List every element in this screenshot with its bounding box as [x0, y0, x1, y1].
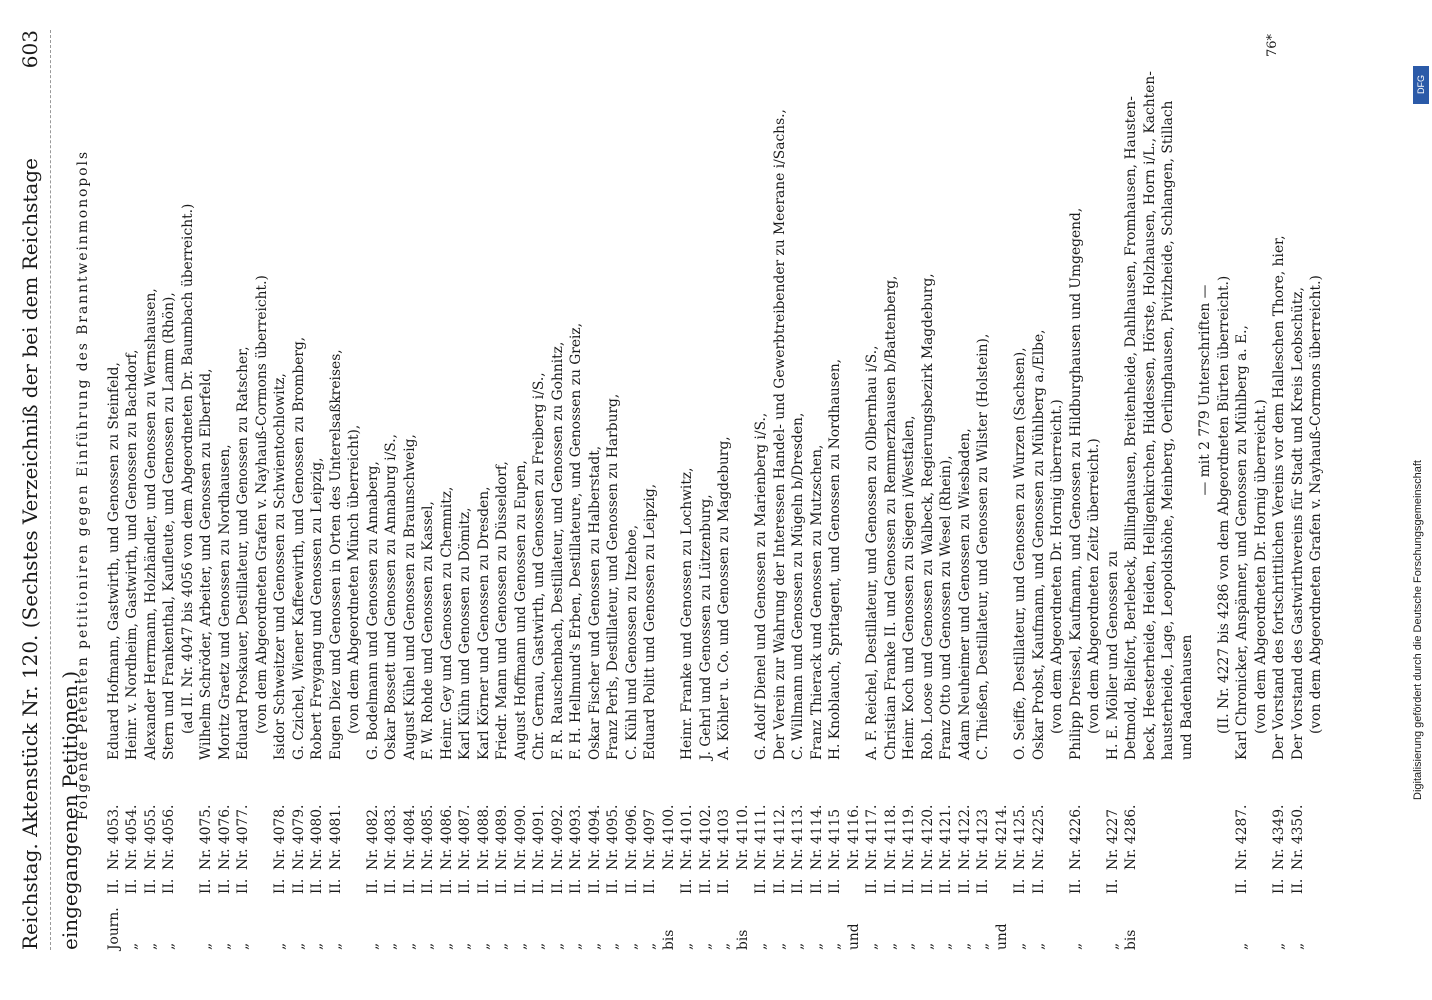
entry-prefix: „ — [494, 942, 510, 950]
entry-prefix: Journ. — [105, 907, 122, 950]
entry-row — [197, 20, 216, 950]
entry-text: Heinr. v. Nordheim, Gastwirth, und Genossen zu Bachdorf, — [124, 349, 140, 760]
entry-text: C. Thießen, Destillateur, und Genossen zu Wilster (Holstein), — [975, 333, 991, 760]
entry-text: A. F. Reichel, Destillateur, und Genossen zu Olbernhau i/S., — [864, 345, 880, 760]
entry-section: II. — [235, 878, 251, 894]
entry-section: II. — [679, 878, 695, 894]
entry-row — [1030, 20, 1049, 950]
entry-row — [974, 20, 993, 950]
entry-section: II. — [938, 878, 954, 894]
entry-text: (von dem Abgeordneten Zeitz überreicht.) — [1086, 438, 1102, 734]
entry-row — [845, 20, 864, 950]
entry-prefix: „ — [716, 942, 732, 950]
entry-section: II. — [623, 878, 640, 894]
entry-section: II. — [956, 878, 973, 894]
entry-number: Nr. 4078. — [272, 804, 288, 870]
entry-text: Franz Otto und Genossen zu Wesel (Rhein), — [938, 455, 954, 760]
entry-row — [678, 20, 697, 950]
entry-section: II. — [1067, 878, 1084, 894]
entry-text: (ad II. Nr. 4047 bis 4056 von dem Abgeordneten Dr. Baumbach überreicht.) — [179, 203, 196, 734]
entry-number: Nr. 4081. — [327, 804, 344, 870]
entry-text: H. Knoblauch, Spritagent, und Genossen zu Nordhausen, — [827, 358, 843, 760]
petition-list — [74, 20, 1326, 950]
entry-text: Alexander Herrmann, Holzhändler, und Genossen zu Wernshausen, — [142, 288, 159, 760]
entry-prefix: „ — [142, 942, 159, 950]
entry-prefix: „ — [124, 942, 140, 950]
entry-section: II. — [290, 878, 307, 894]
entry-section: II. — [124, 878, 140, 894]
entry-text: (von dem Abgeordneten Grafen v. Nayhauß-Cormons überreicht.) — [253, 275, 270, 734]
entry-number: Nr. 4122. — [956, 804, 973, 870]
entry-text: hausterheide, Lage, Leopoldshöhe, Meinberg, Oerlinghausen, Pivitzheide, Schlangen, Stillach — [1160, 100, 1176, 760]
entry-prefix: „ — [605, 942, 621, 950]
entry-text: Heinr. Franke und Genossen zu Lochwitz, — [679, 467, 695, 760]
entry-row — [290, 20, 309, 950]
entry-text: Karl Chronicker, Anspänner, und Genossen zu Mühlberg a. E., — [1234, 325, 1250, 760]
entry-section: II. — [790, 878, 806, 894]
entry-section: II. — [105, 878, 122, 894]
entry-row — [734, 20, 753, 950]
entry-text: Chr. Gernau, Gastwirth, und Genossen zu Freiberg i/S., — [531, 372, 547, 760]
entry-section: II. — [198, 878, 214, 894]
entry-row — [475, 20, 494, 950]
entry-section: II. — [716, 878, 732, 894]
header-title: Reichstag. Aktenstück Nr. 120. (Sechstes Verzeichniß der bei dem Reichstage eingegangenen Petitionen.) — [18, 158, 82, 950]
entry-row — [1067, 20, 1086, 950]
entry-text: Friedr. Mann und Genossen zu Düsseldorf, — [494, 461, 510, 760]
entry-number: Nr. 4350. — [1289, 804, 1306, 870]
signature-mark: 76* — [1265, 34, 1280, 58]
entry-section: II. — [1234, 878, 1250, 894]
entry-number: Nr. 4053. — [105, 804, 122, 870]
entry-section: II. — [882, 878, 899, 894]
page-number: 603 — [18, 30, 42, 69]
entry-number: Nr. 4113. — [790, 804, 806, 870]
entry-text: Adam Neuheimer und Genossen zu Wiesbaden, — [956, 428, 973, 760]
entry-row — [641, 20, 660, 950]
entry-text: Heinr. Koch und Genossen zu Siegen i/Westfalen, — [901, 415, 917, 760]
entry-number: Nr. 4083. — [383, 804, 399, 870]
entry-number: Nr. 4119. — [901, 804, 917, 870]
entry-text: H. E. Möller und Genossen zu — [1104, 550, 1121, 760]
entry-row — [105, 20, 124, 950]
entry-number: Nr. 4087. — [457, 804, 473, 870]
entry-number: Nr. 4101. — [679, 804, 695, 870]
entry-text: C. Kühl und Genossen zu Itzehoe, — [623, 524, 640, 760]
entry-number: Nr. 4092. — [549, 804, 566, 870]
entry-row — [956, 20, 975, 950]
entry-section: II. — [457, 878, 473, 894]
entry-prefix: „ — [438, 942, 455, 950]
entry-row — [1085, 20, 1104, 950]
entry-section: II. — [975, 878, 991, 894]
entry-text: O. Seiffe, Destillateur, und Genossen zu Wurzen (Sachsen), — [1012, 347, 1028, 760]
entry-row — [1104, 20, 1123, 950]
entry-text: Oskar Bossett und Genossen zu Annaburg i/S., — [383, 434, 399, 760]
entry-number: Nr. 4115 — [827, 808, 843, 870]
entry-section: II. — [1289, 878, 1306, 894]
entry-section: II. — [642, 878, 658, 894]
entry-text: (von dem Abgeordneten Dr. Hornig überreicht.) — [1252, 399, 1269, 734]
entry-row — [530, 20, 549, 950]
entry-row — [660, 20, 679, 950]
dfg-logo: DFG — [1413, 66, 1429, 104]
entry-number: Nr. 4227 — [1104, 808, 1121, 870]
rotated-content — [0, 10, 1400, 990]
entry-prefix: „ — [1012, 942, 1028, 950]
entry-section: II. — [1012, 878, 1028, 894]
entry-prefix: „ — [512, 942, 529, 950]
entry-row — [1289, 20, 1308, 950]
entry-number: Nr. 4082. — [364, 804, 381, 870]
entry-text: Karl Kühn und Genossen zu Dömitz, — [457, 507, 473, 760]
entry-number: Nr. 4075. — [198, 804, 214, 870]
entry-number: Nr. 4089. — [494, 804, 510, 870]
entry-section: II. — [864, 878, 880, 894]
entry-prefix: „ — [1289, 942, 1306, 950]
entry-text: Oskar Fischer und Genossen zu Halberstadt, — [586, 445, 603, 760]
entry-section: II. — [549, 878, 566, 894]
signature-count: — mit 2 779 Unterschriften — — [1197, 284, 1213, 496]
entry-number: Nr. 4093. — [568, 804, 584, 870]
entry-prefix: „ — [457, 942, 473, 950]
entry-row — [1233, 20, 1252, 950]
entry-prefix: „ — [901, 942, 917, 950]
entry-text: Eugen Diez und Genossen in Orten des Unterelsaßkreises, — [327, 349, 344, 760]
entry-section: II. — [827, 878, 843, 894]
entry-row — [308, 20, 327, 950]
entry-number: Nr. 4125. — [1012, 804, 1028, 870]
entry-text: J. Gehrl und Genossen zu Lützenburg, — [697, 494, 714, 760]
entry-prefix: „ — [549, 942, 566, 950]
entry-section: II. — [697, 878, 714, 894]
entry-text: Der Verein zur Wahrung der Interessen Handel- und Gewerbtreibender zu Meerane i/Sachs., — [771, 109, 788, 760]
entry-number: Nr. 4121. — [938, 804, 954, 870]
entry-text: Franz Thierack und Genossen zu Mutzschen, — [808, 444, 825, 760]
entry-row — [549, 20, 568, 950]
entry-number: Nr. 4095. — [605, 804, 621, 870]
entry-section: II. — [401, 878, 418, 894]
entry-text: G. Bodelmann und Genossen zu Annaberg, — [364, 461, 381, 760]
entry-prefix: „ — [975, 942, 991, 950]
entry-prefix: „ — [882, 942, 899, 950]
entry-text: Christian Franke II. und Genossen zu Remmerzhausen b/Battenberg, — [882, 275, 899, 760]
entry-row — [586, 20, 605, 950]
entry-prefix: „ — [475, 942, 492, 950]
entry-row — [1307, 20, 1326, 950]
entry-text: Eduard Proskauer, Destillateur, und Genossen zu Ratscher, — [235, 346, 251, 760]
entry-row — [512, 20, 531, 950]
entry-prefix: „ — [216, 942, 233, 950]
entry-section: II. — [1271, 878, 1287, 894]
entry-prefix: „ — [568, 942, 584, 950]
entry-text: Karl Körner und Genossen zu Dresden, — [475, 486, 492, 760]
entry-text: Heinr. Gey und Genossen zu Chemnitz, — [438, 486, 455, 760]
entry-row — [456, 20, 475, 950]
entry-section: II. — [1104, 878, 1121, 894]
entry-row — [179, 20, 198, 950]
entry-text: Der Vorstand des Gastwirthvereins für Stadt und Kreis Leobschütz, — [1289, 287, 1306, 760]
entry-text: Wilhelm Schröder, Arbeiter, und Genossen zu Elberfeld, — [198, 368, 214, 760]
entry-prefix: „ — [586, 942, 603, 950]
entry-text: Moritz Graetz und Genossen zu Nordhausen, — [216, 444, 233, 760]
entry-section: II. — [512, 878, 529, 894]
entry-prefix: „ — [938, 942, 954, 950]
entry-text: Isidor Schweitzer und Genossen zu Schwientochlowitz, — [272, 373, 288, 760]
entry-section: II. — [1030, 878, 1047, 894]
entry-row — [1159, 20, 1178, 950]
entry-text: Der Vorstand des fortschrittlichen Vereins vor dem Halleschen Thore, hier, — [1271, 235, 1287, 760]
entry-row — [567, 20, 586, 950]
entry-section: II. — [364, 878, 381, 894]
entry-number: Nr. 4214. — [993, 804, 1010, 870]
entry-row — [160, 20, 179, 950]
entries-block-2 — [1215, 20, 1326, 950]
entry-prefix: „ — [679, 942, 695, 950]
entry-prefix: „ — [771, 942, 788, 950]
entries-block — [105, 20, 1197, 950]
entry-number: Nr. 4079. — [290, 804, 307, 870]
entry-number: Nr. 4080. — [309, 804, 325, 870]
entry-number: Nr. 4096. — [623, 804, 640, 870]
entry-number: Nr. 4097 — [642, 808, 658, 870]
entry-section: II. — [586, 878, 603, 894]
entry-section: II. — [272, 878, 288, 894]
entry-number: Nr. 4118. — [882, 804, 899, 870]
entry-prefix: „ — [864, 942, 880, 950]
entry-text: Franz Perls, Destillateur, und Genossen zu Harburg, — [605, 393, 621, 760]
entry-number: Nr. 4287. — [1234, 804, 1250, 870]
entry-section: II. — [383, 878, 399, 894]
entry-number: Nr. 4286. — [1123, 804, 1139, 870]
entry-text: G. Adolf Dienel und Genossen zu Marienberg i/S., — [753, 412, 769, 760]
entry-text: Stern und Frankenthal, Kaufleute, und Genossen zu Lamm (Rhön), — [161, 292, 177, 760]
entry-number: Nr. 4117. — [864, 804, 880, 870]
entry-row — [604, 20, 623, 950]
entry-row — [142, 20, 161, 950]
entry-number: Nr. 4112. — [771, 804, 788, 870]
entry-number: Nr. 4103 — [716, 808, 732, 870]
entry-section: II. — [605, 878, 621, 894]
entry-row — [808, 20, 827, 950]
dfg-sidebar — [1410, 60, 1432, 940]
entry-number: Nr. 4088. — [475, 804, 492, 870]
entry-text: A. Köhler u. Co. und Genossen zu Magdeburg, — [716, 436, 732, 760]
entry-text: Oskar Probst, Kaufmann, und Genossen zu Mühlberg a./Elbe, — [1030, 329, 1047, 760]
dfg-credit: Digitalisierung gefördert durch die Deutsche Forschungsgemeinschaft — [1412, 460, 1424, 800]
section-title: Folgende Petenten petitioniren gegen Einführung des Branntweinmonopols — [75, 149, 91, 821]
entry-section: II. — [216, 878, 233, 894]
entry-prefix: und — [993, 923, 1010, 950]
entry-number: Nr. 4054. — [124, 804, 140, 870]
entry-section: II. — [327, 878, 344, 894]
entry-prefix: „ — [956, 942, 973, 950]
entry-number: Nr. 4076. — [216, 804, 233, 870]
entry-number: Nr. 4091. — [531, 804, 547, 870]
entry-row — [863, 20, 882, 950]
entry-number: Nr. 4094. — [586, 804, 603, 870]
entry-text: F. R. Rauschenbach, Destillateur, und Genossen zu Gohnitz, — [549, 341, 566, 760]
entry-number: Nr. 4085. — [420, 804, 436, 870]
entry-prefix: „ — [364, 942, 381, 950]
entry-number: Nr. 4226. — [1067, 804, 1084, 870]
entry-row — [623, 20, 642, 950]
entry-number: Nr. 4102. — [697, 804, 714, 870]
entry-row — [216, 20, 235, 950]
entry-row — [1215, 20, 1234, 950]
entry-prefix: „ — [161, 942, 177, 950]
entry-text: F. W. Rohde und Genossen zu Kassel, — [420, 501, 436, 760]
entry-section: II. — [161, 878, 177, 894]
entry-prefix: „ — [327, 942, 344, 950]
entry-section: II. — [475, 878, 492, 894]
entry-prefix: „ — [198, 942, 214, 950]
entry-number: Nr. 4123 — [975, 808, 991, 870]
entry-row — [419, 20, 438, 950]
entry-section: II. — [309, 878, 325, 894]
entry-text: und Badenhausen — [1178, 634, 1195, 760]
entry-text: Robert Freygang und Genossen zu Leipzig, — [309, 457, 325, 760]
entry-prefix: „ — [235, 942, 251, 950]
entry-prefix: „ — [272, 942, 288, 950]
entry-row — [715, 20, 734, 950]
entry-row — [937, 20, 956, 950]
entry-text: Philipp Dreissel, Kaufmann, und Genossen zu Hildburghausen und Umgegend, — [1067, 207, 1084, 760]
entry-row — [993, 20, 1012, 950]
entry-number: Nr. 4225. — [1030, 804, 1047, 870]
entry-prefix: „ — [697, 942, 714, 950]
entry-row — [438, 20, 457, 950]
entry-row — [1252, 20, 1271, 950]
entry-prefix: bis — [1123, 929, 1139, 950]
entry-section: II. — [919, 878, 936, 894]
entry-text: G. Czichel, Wiener Kaffeewirth, und Genossen zu Bromberg, — [290, 336, 307, 760]
entry-row — [364, 20, 383, 950]
entry-prefix: „ — [531, 942, 547, 950]
entry-prefix: „ — [790, 942, 806, 950]
entry-text: Eduard Politt und Genossen zu Leipzig, — [642, 483, 658, 760]
entry-row — [1122, 20, 1141, 950]
entry-prefix: „ — [642, 942, 658, 950]
entry-row — [1048, 20, 1067, 950]
entry-section: II. — [438, 878, 455, 894]
entry-text: Rob. Loose und Genossen zu Walbeck, Regierungsbezirk Magdeburg, — [919, 273, 936, 760]
entry-row — [919, 20, 938, 950]
entry-section: II. — [568, 878, 584, 894]
entry-row — [1178, 20, 1197, 950]
entry-prefix: „ — [1234, 942, 1250, 950]
entry-number: Nr. 4084. — [401, 804, 418, 870]
entry-prefix: „ — [919, 942, 936, 950]
entry-text: C. Willmann und Genossen zu Mügeln b/Dresden, — [790, 412, 806, 760]
entry-number: Nr. 4114. — [808, 804, 825, 870]
entry-section: II. — [494, 878, 510, 894]
entry-row — [493, 20, 512, 950]
entry-number: Nr. 4077. — [235, 804, 251, 870]
entry-text: Eduard Hofmann, Gastwirth, und Genossen zu Steinfeld, — [105, 362, 122, 760]
entry-prefix: bis — [660, 929, 677, 950]
entry-row — [1141, 20, 1160, 950]
entry-row — [697, 20, 716, 950]
entry-row — [1270, 20, 1289, 950]
entry-number: Nr. 4111. — [753, 804, 769, 870]
entry-row — [382, 20, 401, 950]
entry-row — [401, 20, 420, 950]
entry-prefix: „ — [383, 942, 399, 950]
entry-section: II. — [753, 878, 769, 894]
entry-prefix: „ — [827, 942, 843, 950]
entry-number: Nr. 4055. — [142, 804, 159, 870]
entry-row — [789, 20, 808, 950]
entry-row — [345, 20, 364, 950]
entry-section: II. — [901, 878, 917, 894]
entry-prefix: „ — [623, 942, 640, 950]
entry-section: II. — [142, 878, 159, 894]
entry-prefix: „ — [753, 942, 769, 950]
entry-row — [900, 20, 919, 950]
entry-row — [771, 20, 790, 950]
entry-number: Nr. 4349. — [1271, 804, 1287, 870]
entry-text: August Hoffmann und Genossen zu Eupen, — [512, 460, 529, 760]
entry-text: Detmold, Bielfort, Berlebeck, Billinghausen, Breitenheide, Dahlhausen, Fromhausen, Hausten- — [1123, 96, 1139, 760]
entry-row — [271, 20, 290, 950]
entry-row — [1011, 20, 1030, 950]
entry-text: (von dem Abgeordneten Dr. Hornig überreicht.) — [1049, 399, 1065, 734]
entry-prefix: „ — [420, 942, 436, 950]
entry-row — [123, 20, 142, 950]
entry-row — [234, 20, 253, 950]
entry-row — [752, 20, 771, 950]
entry-prefix: „ — [1067, 942, 1084, 950]
entry-text: beck, Heesterheide, Heiden, Helligenkirchen, Hiddessen, Hörste, Holzhausen, Horn i/L., Kachten- — [1141, 71, 1158, 760]
entry-prefix: „ — [309, 942, 325, 950]
entry-number: Nr. 4056. — [161, 804, 177, 870]
entry-row — [327, 20, 346, 950]
entry-number: Nr. 4110. — [734, 804, 751, 870]
entry-text: F. H. Hellmund's Erben, Destillateure, und Genossen zu Greiz, — [568, 322, 584, 760]
entry-prefix: und — [845, 923, 862, 950]
entry-text: (von dem Abgeordneten Münch überreicht), — [346, 424, 362, 734]
entry-row — [253, 20, 272, 950]
entry-number: Nr. 4100. — [660, 804, 677, 870]
page-header — [10, 30, 82, 950]
entry-section: II. — [808, 878, 825, 894]
entry-prefix: bis — [734, 929, 751, 950]
entry-text: August Kühel und Genossen zu Braunschweig, — [401, 434, 418, 760]
entry-prefix: „ — [290, 942, 307, 950]
entry-number: Nr. 4086. — [438, 804, 455, 870]
entry-prefix: „ — [1030, 942, 1047, 950]
entry-number: Nr. 4116. — [845, 804, 862, 870]
entry-number: Nr. 4090. — [512, 804, 529, 870]
entry-row — [826, 20, 845, 950]
entry-prefix: „ — [1271, 942, 1287, 950]
entry-prefix: „ — [401, 942, 418, 950]
entry-text: (II. Nr. 4227 bis 4286 von dem Abgeordneten Bürten überreicht.) — [1215, 275, 1232, 734]
entry-prefix: „ — [808, 942, 825, 950]
entry-section: II. — [771, 878, 788, 894]
entry-section: II. — [531, 878, 547, 894]
entry-section: II. — [420, 878, 436, 894]
entry-prefix: „ — [1104, 942, 1121, 950]
entry-text: (von dem Abgeordneten Grafen v. Nayhauß-Cormons überreicht.) — [1308, 275, 1324, 734]
entry-number: Nr. 4120. — [919, 804, 936, 870]
entry-row — [882, 20, 901, 950]
